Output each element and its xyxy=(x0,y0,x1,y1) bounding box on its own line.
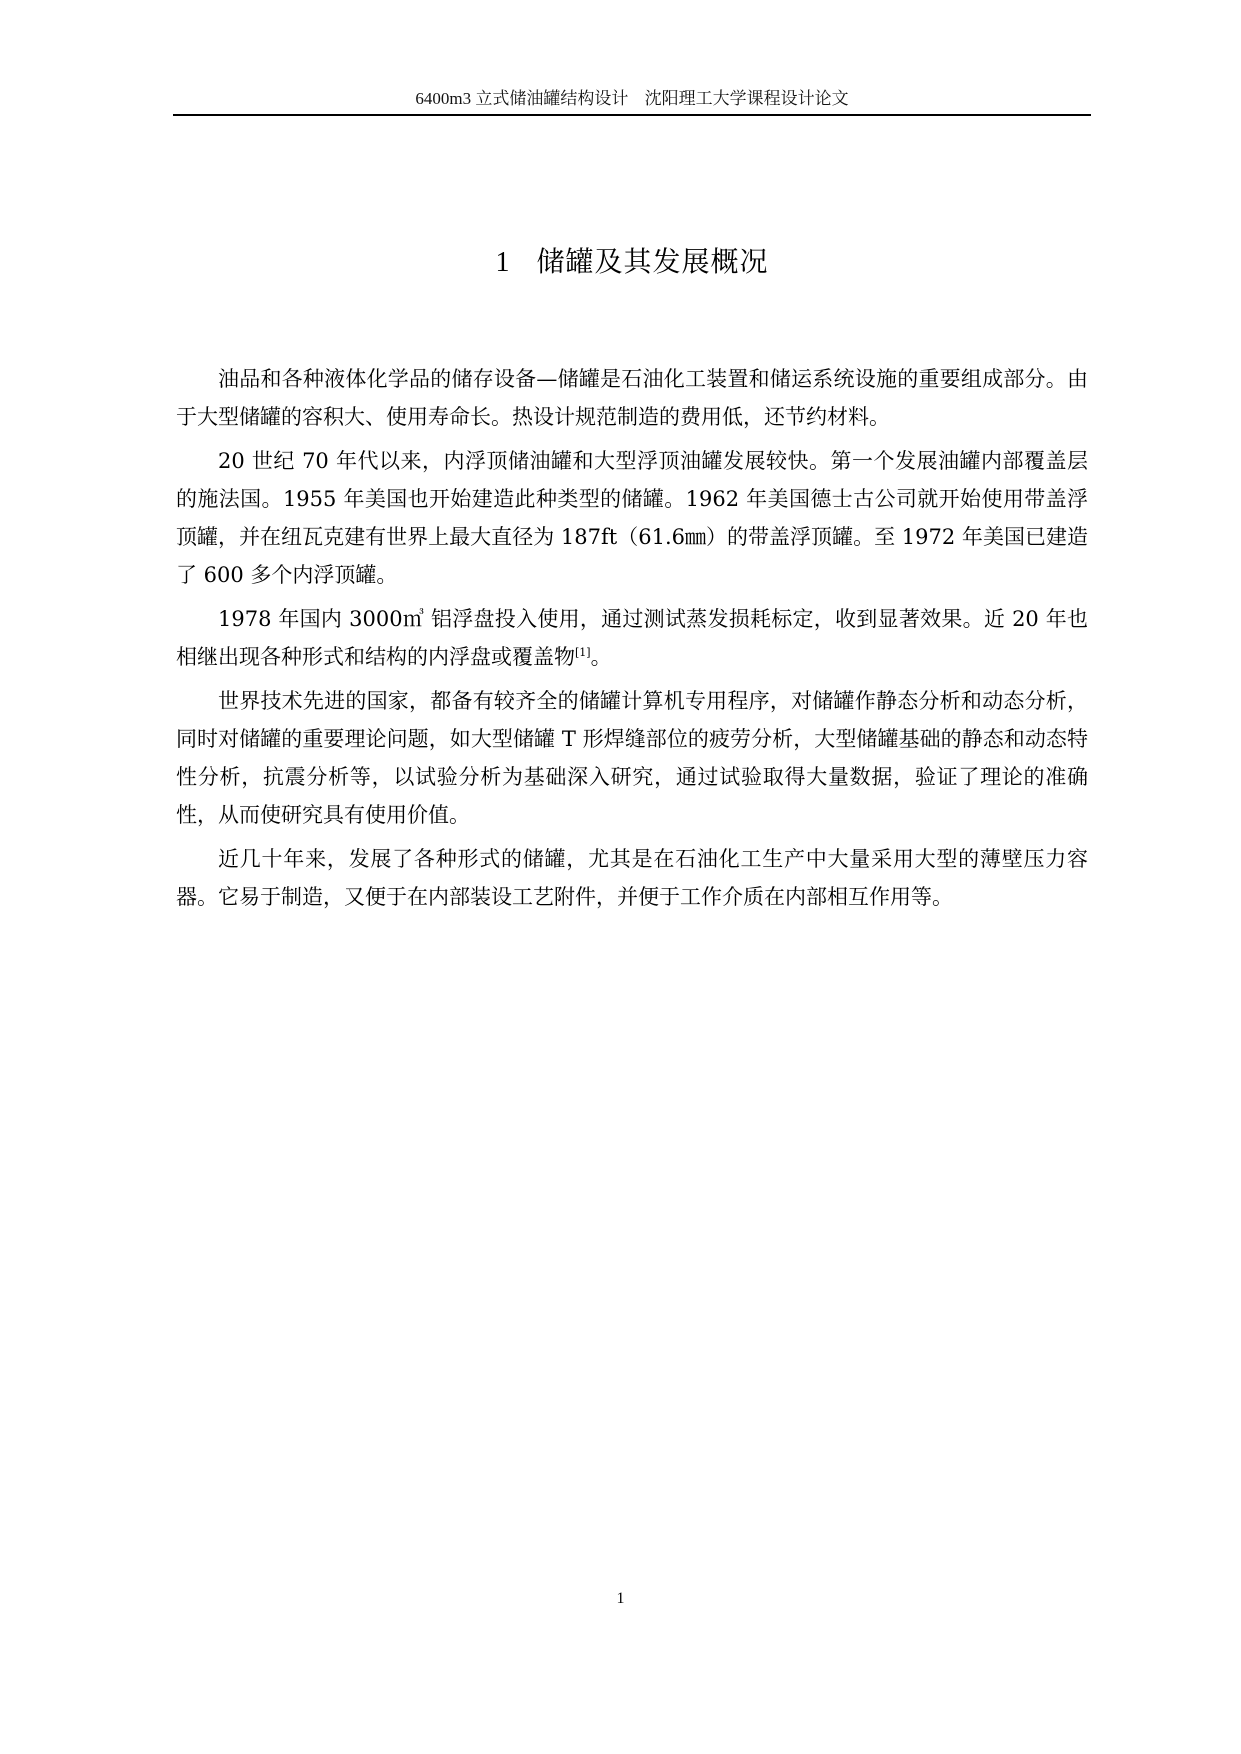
paragraph-text: 1978 年国内 3000㎥ 铝浮盘投入使用，通过测试蒸发损耗标定，收到显著效果。近 20 年也相继出现各种形式和结构的内浮盘或覆盖物 xyxy=(176,607,1088,669)
citation-reference: [1] xyxy=(575,646,591,659)
paragraph-end-punctuation: 。 xyxy=(590,645,612,669)
paragraph: 世界技术先进的国家，都备有较齐全的储罐计算机专用程序，对储罐作静态分析和动态分析，同时对储罐的重要理论问题，如大型储罐 T 形焊缝部位的疲劳分析，大型储罐基础的静态和动态特性分析，抗震分析等，以试验分析为基础深入研究，通过试验取得大量数据，验证了理论的准确性，从而使研究具有使用价值。 xyxy=(176,689,1088,827)
paragraph: 油品和各种液体化学品的储存设备—储罐是石油化工装置和储运系统设施的重要组成部分。由于大型储罐的容积大、使用寿命长。热设计规范制造的费用低，还节约材料。 xyxy=(176,367,1088,429)
chapter-number: 1 xyxy=(495,247,511,278)
chapter-heading xyxy=(173,242,1091,283)
paragraph: 近几十年来，发展了各种形式的储罐，尤其是在石油化工生产中大量采用大型的薄壁压力容器。它易于制造，又便于在内部装设工艺附件，并便于工作介质在内部相互作用等。 xyxy=(176,847,1088,909)
chapter-title: 储罐及其发展概况 xyxy=(536,245,769,278)
paragraph: 20 世纪 70 年代以来，内浮顶储油罐和大型浮顶油罐发展较快。第一个发展油罐内部覆盖层的施法国。1955 年美国也开始建造此种类型的储罐。1962 年美国德士古公司就开始使用带盖浮顶罐，并在纽瓦克建有世界上最大直径为 187ft（61.6㎜）的带盖浮顶罐。至 1972 年美国已建造了 600 多个内浮顶罐。 xyxy=(176,449,1088,587)
header-document-title: 6400m3 立式储油罐结构设计 xyxy=(415,89,629,108)
page-number: 1 xyxy=(616,1590,625,1607)
header-university-label: 沈阳理工大学课程设计论文 xyxy=(644,89,849,108)
paragraph-with-citation xyxy=(176,600,1088,676)
body-text xyxy=(176,360,1088,922)
page-header xyxy=(173,84,1091,116)
